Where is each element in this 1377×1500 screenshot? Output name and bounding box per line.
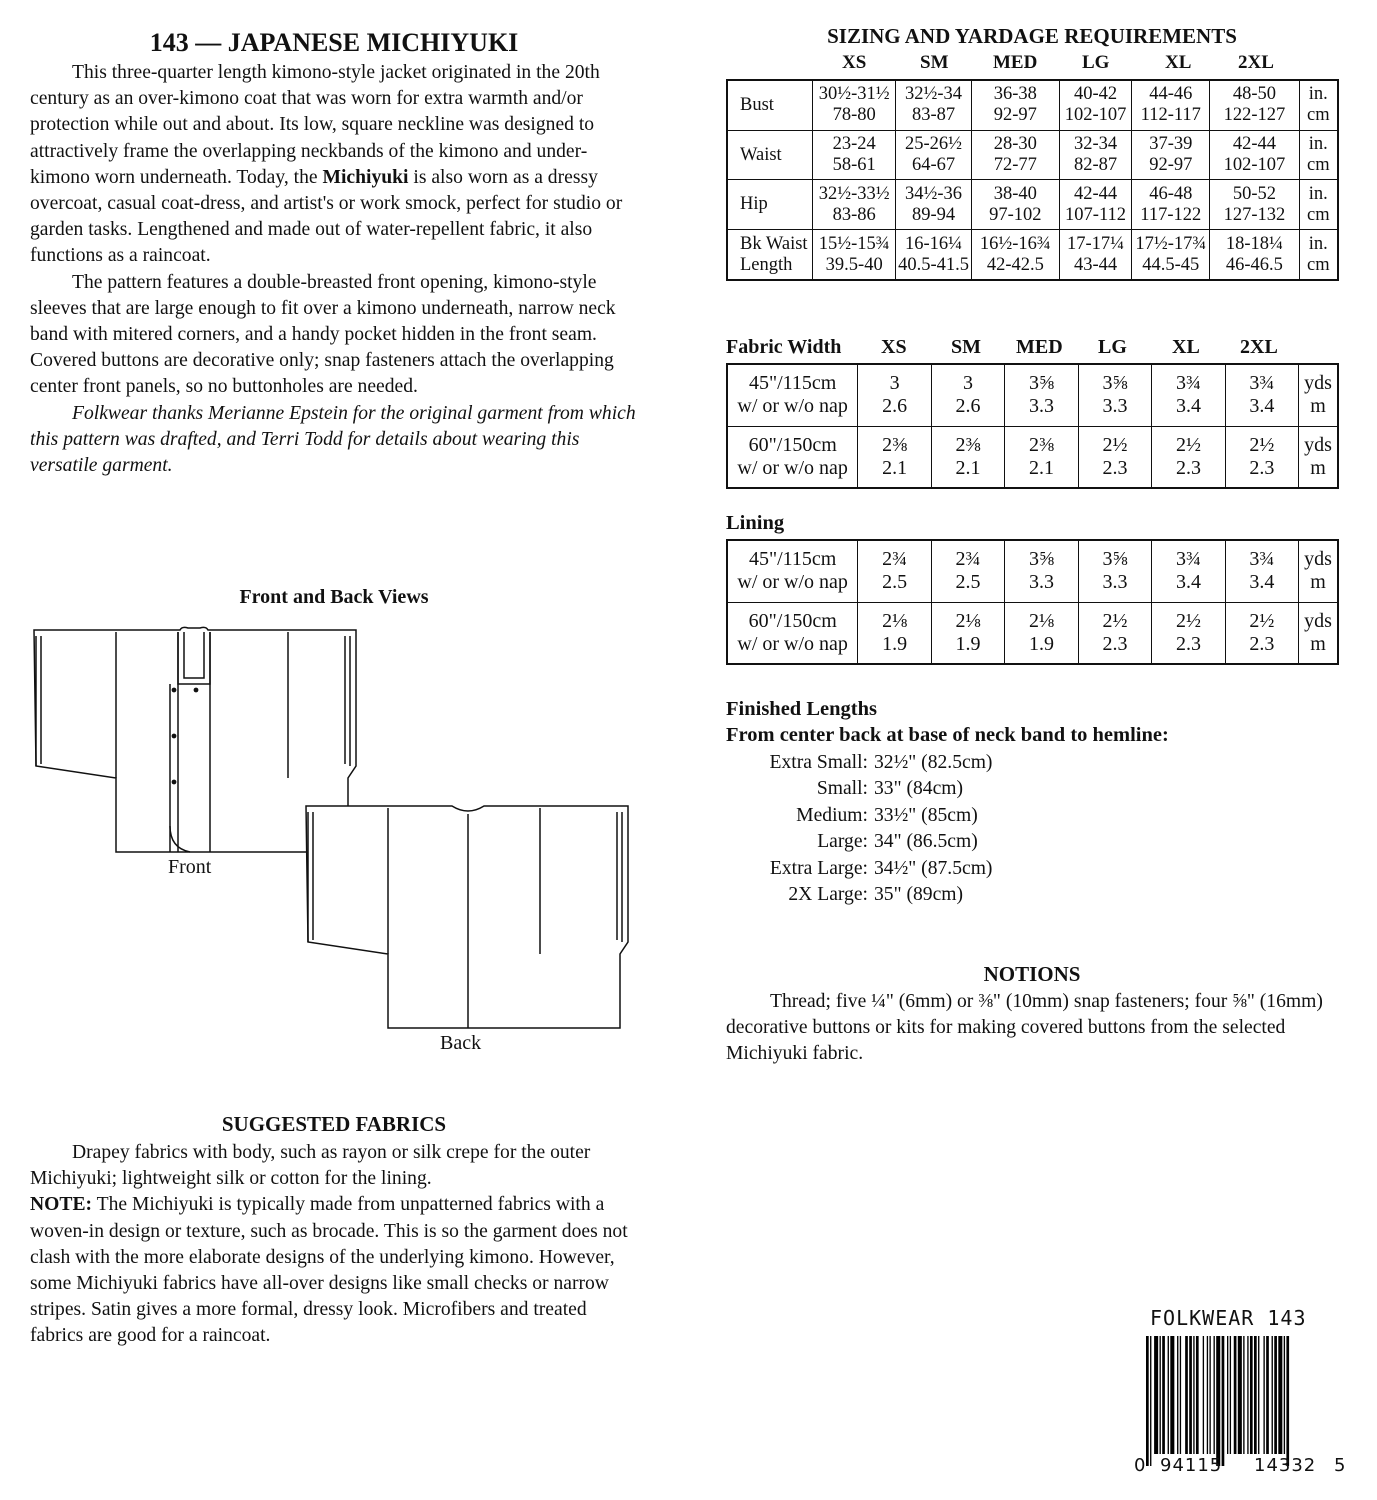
yardage-cell: 3⅝ 3.3 [1078, 364, 1151, 426]
fabric-width-label: 60"/150cm w/ or w/o nap [727, 602, 858, 664]
row-label: Waist [727, 130, 813, 180]
measurement-cell: 46-48 117-122 [1132, 180, 1210, 230]
sizing-body [727, 80, 1338, 280]
finished-subheading: From center back at base of neck band to hemline: [726, 724, 1169, 746]
intro-paragraph-1: This three-quarter length kimono-style jacket originated in the 20th century as an over-kimono coat that was worn for extra warmth and/or protection while out and about. Its low, square neckline was designed to attractively frame the overlapping neckbands of the kimono and under-kimono worn underneath. Today, the Michiyuki is also worn as a dressy overcoat, casual coat-dress, and artist's or work smock, perfect for studio or garden tasks. Lengthened and made out of water-repellent fabric, it also functions as a raincoat. [30, 62, 623, 267]
fabric-width-header: Fabric Width XS SM MED LG XL 2XL [726, 336, 1278, 358]
measurement-cell: 38-40 97-102 [971, 180, 1059, 230]
barcode-bar [1247, 1336, 1248, 1454]
finished-row: Extra Large: 34½" (87.5cm) [769, 857, 993, 879]
yardage-cell: 2½ 2.3 [1078, 426, 1151, 488]
unit-cell: yds m [1299, 426, 1338, 488]
notions-text: Thread; five ¼" (6mm) or ⅜" (10mm) snap fasteners; four ⅝" (16mm) decorative buttons or kits for making covered buttons from the selected Michiyuki fabric. [726, 991, 1323, 1065]
sizing-row [727, 80, 1338, 130]
barcode-bar [1278, 1336, 1282, 1454]
barcode-bar [1250, 1336, 1253, 1454]
unit-cell: in. cm [1299, 180, 1338, 230]
barcode-digits-group2: 14332 [1254, 1455, 1317, 1476]
barcode-bar [1274, 1336, 1277, 1454]
barcode-bar [1146, 1336, 1149, 1466]
measurement-cell: 16½-16¾ 42-42.5 [971, 230, 1059, 280]
sizing-heading: SIZING AND YARDAGE REQUIREMENTS [827, 24, 1237, 48]
yardage-row [727, 426, 1338, 488]
unit-cell: yds m [1299, 364, 1338, 426]
lining-heading: Lining [726, 512, 785, 534]
barcode-bar [1243, 1336, 1244, 1454]
intro-text [30, 60, 642, 479]
measurement-cell: 42-44 102-107 [1210, 130, 1299, 180]
yardage-cell: 2⅜ 2.1 [1005, 426, 1078, 488]
michiyuki-bold: Michiyuki [322, 166, 409, 188]
barcode-bar [1150, 1336, 1151, 1466]
finished-row: Large: 34" (86.5cm) [817, 831, 978, 853]
unit-cell: in. cm [1299, 130, 1338, 180]
yardage-cell: 2½ 2.3 [1152, 426, 1225, 488]
fabrics-paragraph: Drapey fabrics with body, such as rayon or silk crepe for the outer Michiyuki; lightweight silk or cotton for the lining. [30, 1142, 591, 1190]
acknowledgement: Folkwear thanks Merianne Epstein for the original garment from which this pattern was drafted, and Terri Todd for details about wearing this versatile garment. [30, 402, 636, 477]
lining-body [727, 540, 1338, 664]
row-label: Hip [727, 180, 813, 230]
barcode-bar [1286, 1336, 1289, 1466]
yardage-row [727, 602, 1338, 664]
back-view-illustration [302, 802, 634, 1032]
fabrics-note: NOTE: The Michiyuki is typically made from unpatterned fabrics with a woven-in design or texture, such as brocade. This is so the garment does not clash with the more elaborate designs of the underlying kimono. However, some Michiyuki fabrics have all-over designs like small checks or narrow stripes. Satin gives a more formal, dressy look. Microfibers and treated fabrics are good for a raincoat. [30, 1194, 628, 1347]
views-heading: Front and Back Views [239, 586, 429, 608]
intro-paragraph-2: The pattern features a double-breasted front opening, kimono-style sleeves that are large enough to fit over a kimono underneath, narrow neck band with mitered corners, and a handy pocket hidden in the front seam. Covered buttons are decorative only; snap fasteners attach the overlapping center front panels, so no buttonholes are needed. [30, 271, 616, 398]
yardage-cell: 3⅝ 3.3 [1005, 540, 1078, 602]
yardage-row [727, 364, 1338, 426]
yardage-cell: 2½ 2.3 [1152, 602, 1225, 664]
measurement-cell: 34½-36 89-94 [896, 180, 972, 230]
fabric-width-label: 45"/115cm w/ or w/o nap [727, 364, 858, 426]
yardage-cell: 3⅝ 3.3 [1005, 364, 1078, 426]
measurement-cell: 32½-34 83-87 [896, 80, 972, 130]
fabric-width-body [727, 364, 1338, 488]
yardage-cell: 3⅝ 3.3 [1078, 540, 1151, 602]
barcode-bar [1227, 1336, 1228, 1454]
yardage-cell: 3¾ 3.4 [1225, 364, 1298, 426]
measurement-cell: 42-44 107-112 [1059, 180, 1132, 230]
sizing-row [727, 180, 1338, 230]
barcode-bar [1234, 1336, 1237, 1454]
yardage-cell: 2½ 2.3 [1078, 602, 1151, 664]
yardage-cell: 2¾ 2.5 [931, 540, 1004, 602]
barcode-bar [1266, 1336, 1269, 1454]
measurement-cell: 40-42 102-107 [1059, 80, 1132, 130]
fabrics-heading: SUGGESTED FABRICS [221, 1112, 447, 1136]
measurement-cell: 17½-17¾ 44.5-45 [1132, 230, 1210, 280]
yardage-cell: 2½ 2.3 [1225, 602, 1298, 664]
barcode-bar [1216, 1336, 1220, 1466]
barcode-bar [1154, 1336, 1158, 1454]
barcode-bar [1180, 1336, 1181, 1454]
barcode-bar [1284, 1336, 1285, 1454]
measurement-cell: 25-26½ 64-67 [896, 130, 972, 180]
page-title: 143 — JAPANESE MICHIYUKI [149, 28, 519, 57]
barcode-bar [1263, 1336, 1264, 1454]
barcode-bar [1209, 1336, 1210, 1454]
fabric-width-label: 60"/150cm w/ or w/o nap [727, 426, 858, 488]
yardage-cell: 2⅛ 1.9 [931, 602, 1004, 664]
barcode-bar [1272, 1336, 1273, 1454]
measurement-cell: 23-24 58-61 [813, 130, 896, 180]
fabric-width-table [726, 363, 1339, 489]
measurement-cell: 36-38 92-97 [971, 80, 1059, 130]
measurement-cell: 44-46 112-117 [1132, 80, 1210, 130]
barcode-bar [1168, 1336, 1169, 1454]
barcode-bar [1160, 1336, 1161, 1454]
barcode-bar [1193, 1336, 1194, 1454]
barcode-bar [1189, 1336, 1192, 1454]
notions-heading: NOTIONS [983, 962, 1081, 986]
unit-cell: yds m [1299, 602, 1338, 664]
barcode-bar [1238, 1336, 1242, 1454]
yardage-cell: 2⅛ 1.9 [1005, 602, 1078, 664]
yardage-cell: 3¾ 3.4 [1152, 364, 1225, 426]
barcode-bar [1207, 1336, 1208, 1454]
yardage-cell: 2¾ 2.5 [858, 540, 931, 602]
finished-row: Medium: 33½" (85cm) [796, 804, 978, 826]
yardage-cell: 2⅜ 2.1 [931, 426, 1004, 488]
measurement-cell: 15½-15¾ 39.5-40 [813, 230, 896, 280]
measurement-cell: 17-17¼ 43-44 [1059, 230, 1132, 280]
front-label: Front [168, 856, 212, 878]
barcode-bar [1214, 1336, 1215, 1454]
yardage-cell: 2½ 2.3 [1225, 426, 1298, 488]
measurement-cell: 48-50 122-127 [1210, 80, 1299, 130]
measurement-cell: 50-52 127-132 [1210, 180, 1299, 230]
barcode-bar [1254, 1336, 1257, 1454]
measurement-cell: 16-16¼ 40.5-41.5 [896, 230, 972, 280]
barcode-bar [1222, 1336, 1225, 1466]
unit-cell: yds m [1299, 540, 1338, 602]
measurement-cell: 32-34 82-87 [1059, 130, 1132, 180]
measurement-cell: 28-30 72-77 [971, 130, 1059, 180]
fabric-width-label: 45"/115cm w/ or w/o nap [727, 540, 858, 602]
barcode-bar [1177, 1336, 1178, 1454]
row-label: Bk Waist Length [727, 230, 813, 280]
yardage-cell: 3 2.6 [858, 364, 931, 426]
barcode-bar [1185, 1336, 1188, 1454]
sizing-size-header: XS SM MED LG XL 2XL [842, 52, 1274, 73]
barcode-digits-group1: 94115 [1160, 1455, 1223, 1476]
barcode-bar [1258, 1336, 1259, 1454]
yardage-row [727, 540, 1338, 602]
barcode-bar [1162, 1336, 1165, 1454]
measurement-cell: 32½-33½ 83-86 [813, 180, 896, 230]
sizing-row [727, 230, 1338, 280]
finished-row: Extra Small: 32½" (82.5cm) [769, 752, 993, 773]
barcode-digit-last: 5 [1334, 1455, 1346, 1476]
barcode-bar [1203, 1336, 1204, 1454]
yardage-cell: 2⅛ 1.9 [858, 602, 931, 664]
finished-row: 2X Large: 35" (89cm) [788, 884, 964, 905]
sizing-row [727, 130, 1338, 180]
back-label: Back [440, 1032, 482, 1054]
measurement-cell: 37-39 92-97 [1132, 130, 1210, 180]
finished-row: Small: 33" (84cm) [816, 778, 964, 800]
barcode-label: FOLKWEAR 143 [1150, 1306, 1307, 1330]
lining-table [726, 539, 1339, 665]
barcode-bar [1230, 1336, 1231, 1454]
barcode-bar [1170, 1336, 1174, 1454]
unit-cell: in. cm [1299, 80, 1338, 130]
unit-cell: in. cm [1299, 230, 1338, 280]
measurement-cell: 18-18¼ 46-46.5 [1210, 230, 1299, 280]
yardage-cell: 3 2.6 [931, 364, 1004, 426]
barcode-bar [1196, 1336, 1199, 1454]
fabrics-text [30, 1140, 642, 1350]
finished-heading: Finished Lengths [726, 698, 877, 720]
yardage-cell: 3¾ 3.4 [1152, 540, 1225, 602]
measurement-cell: 30½-31½ 78-80 [813, 80, 896, 130]
yardage-cell: 3¾ 3.4 [1225, 540, 1298, 602]
row-label: Bust [727, 80, 813, 130]
yardage-cell: 2⅜ 2.1 [858, 426, 931, 488]
barcode-digit-first: 0 [1134, 1455, 1146, 1476]
sizing-table [726, 79, 1339, 281]
